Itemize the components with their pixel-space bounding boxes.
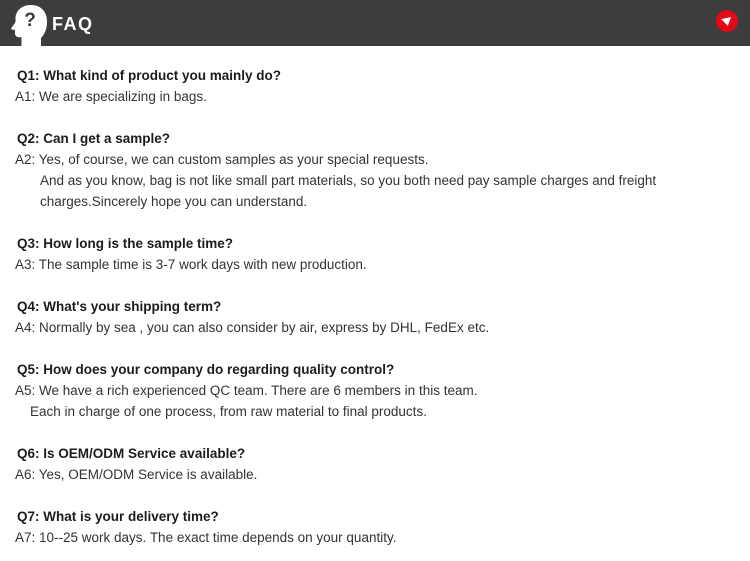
faq-content [0,46,750,548]
faq-answer-line: Each in charge of one process, from raw material to final products. [30,404,427,419]
faq-header-bar [0,0,750,46]
faq-question: Q6: Is OEM/ODM Service available? [17,446,246,461]
faq-question: Q5: How does your company do regarding quality control? [17,362,395,377]
faq-item-3 [15,233,735,275]
faq-item-6 [15,443,735,485]
down-arrow-icon [721,17,732,27]
faq-item-7 [15,506,735,548]
faq-item-5 [15,359,735,422]
svg-text:?: ? [24,10,36,31]
faq-answer-line: A3: The sample time is 3-7 work days with new production. [15,257,367,272]
faq-question: Q3: How long is the sample time? [17,236,234,251]
faq-answer-line: And as you know, bag is not like small part materials, so you both need pay sample charges and freight [40,173,657,188]
faq-header-title: FAQ [52,14,94,34]
faq-question: Q1: What kind of product you mainly do? [17,68,281,83]
faq-answer-line: charges.Sincerely hope you can understand. [40,194,308,209]
faq-item-1 [15,65,735,107]
faq-answer-line: A5: We have a rich experienced QC team. There are 6 members in this team. [15,383,478,398]
faq-item-4 [15,296,735,338]
faq-question: Q4: What's your shipping term? [17,299,222,314]
faq-answer-line: A4: Normally by sea , you can also consider by air, express by DHL, FedEx etc. [15,320,490,335]
faq-question: Q2: Can I get a sample? [17,131,171,146]
faq-answer-line: A1: We are specializing in bags. [15,89,207,104]
faq-answer-line: A2: Yes, of course, we can custom samples as your special requests. [15,152,429,167]
faq-answer-line: A6: Yes, OEM/ODM Service is available. [15,467,258,482]
faq-question: Q7: What is your delivery time? [17,509,219,524]
faq-answer-line: A7: 10--25 work days. The exact time depends on your quantity. [15,530,397,545]
question-head-icon [10,4,48,46]
scroll-badge-button[interactable] [716,10,738,32]
faq-item-2 [15,128,735,212]
